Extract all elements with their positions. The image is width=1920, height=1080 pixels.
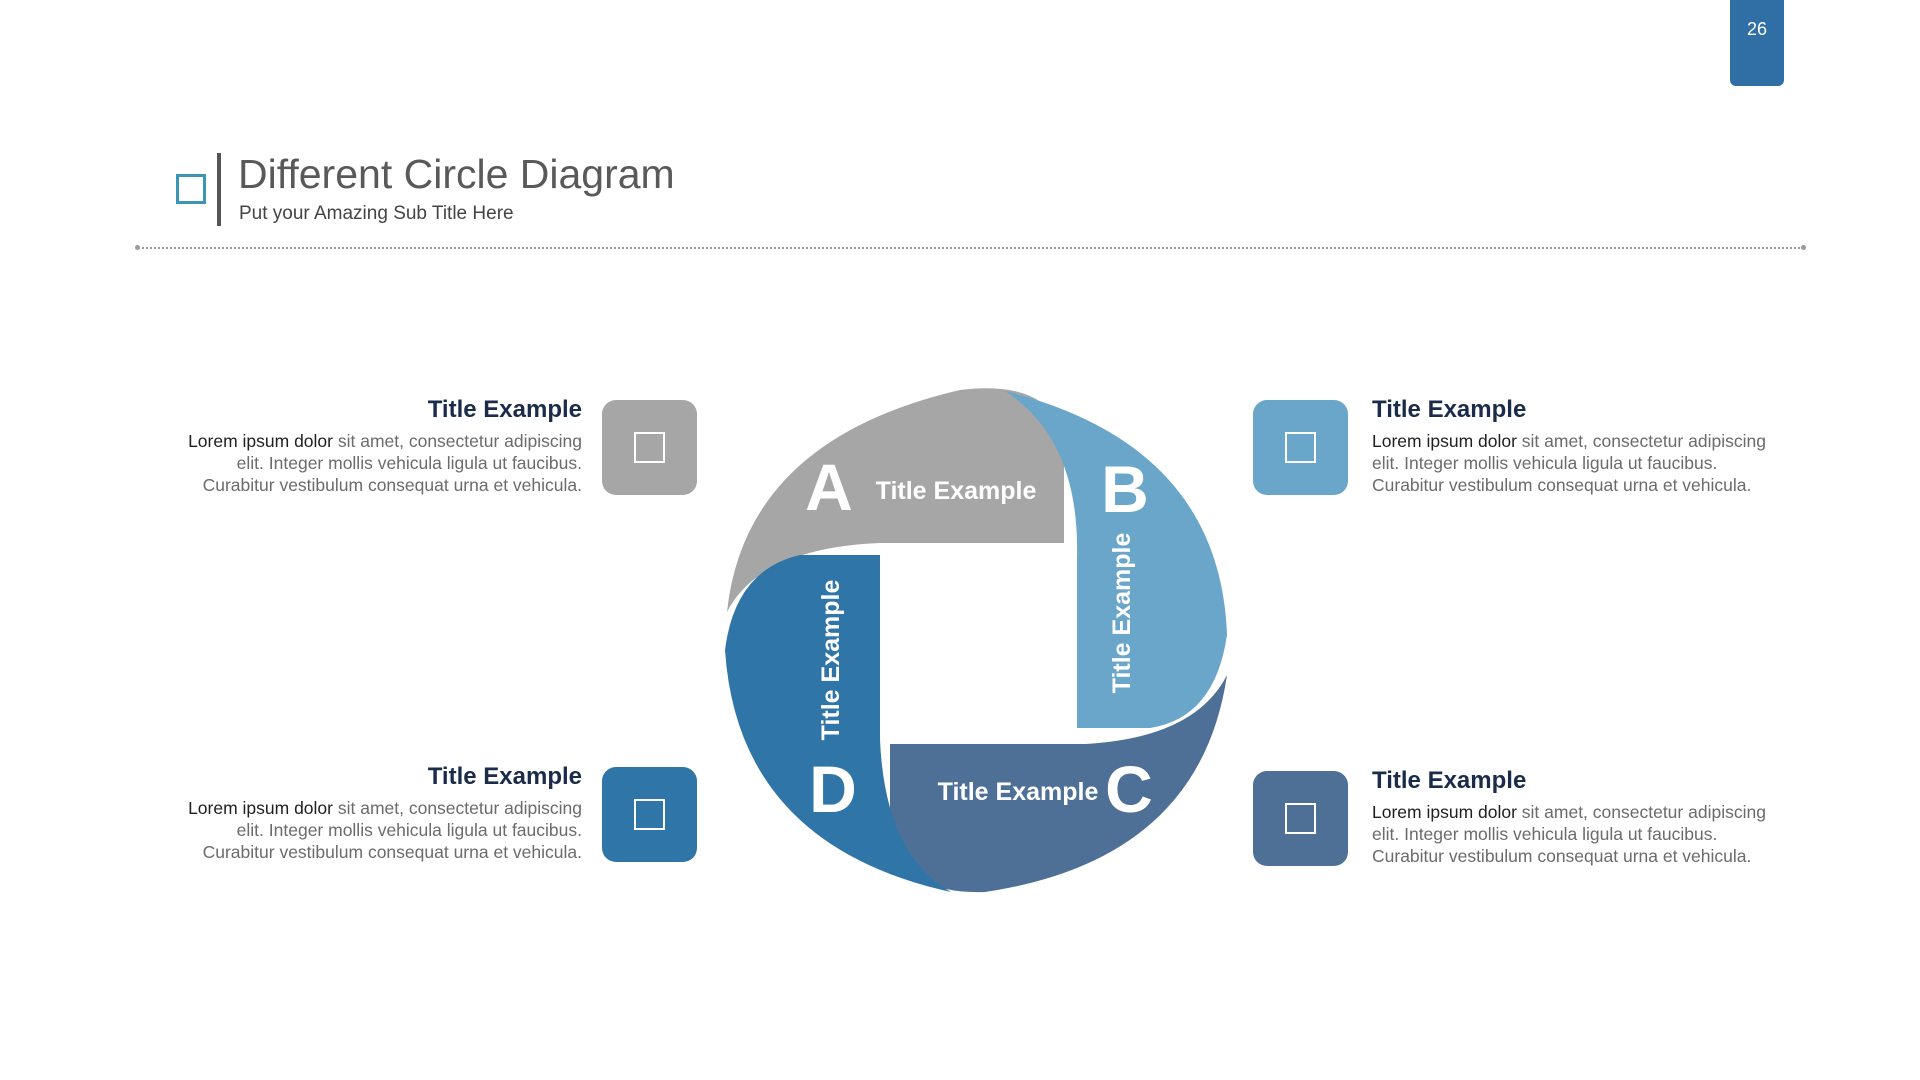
item-title: Title Example: [1372, 767, 1527, 794]
item-lead: Lorem ipsum dolor: [1372, 802, 1517, 822]
item-title: Title Example: [427, 763, 582, 790]
square-outline-icon: [634, 799, 665, 830]
item-line: Curabitur vestibulum consequat urna et vehicula.: [202, 475, 582, 495]
segment-a-letter: A: [805, 450, 853, 524]
item-lead: Lorem ipsum dolor: [188, 798, 333, 818]
item-line: sit amet, consectetur adipiscing: [1516, 431, 1766, 451]
item-body: [142, 430, 582, 496]
item-b: [1372, 396, 1812, 496]
item-line: sit amet, consectetur adipiscing: [332, 798, 582, 818]
item-line: elit. Integer mollis vehicula ligula ut faucibus.: [1372, 453, 1718, 473]
item-line: elit. Integer mollis vehicula ligula ut faucibus.: [236, 820, 582, 840]
item-line: Curabitur vestibulum consequat urna et vehicula.: [1372, 475, 1752, 495]
item-d: [142, 763, 582, 863]
item-lead: Lorem ipsum dolor: [1372, 431, 1517, 451]
item-body: [1372, 801, 1812, 867]
page-title: Different Circle Diagram: [238, 151, 675, 197]
item-line: sit amet, consectetur adipiscing: [332, 431, 582, 451]
square-outline-icon: [1285, 803, 1316, 834]
segment-c-letter: C: [1105, 752, 1153, 826]
item-a-icon-box: [602, 400, 697, 495]
segment-b-letter: B: [1101, 452, 1149, 526]
item-d-icon-box: [602, 767, 697, 862]
segment-a-label: Title Example: [875, 477, 1037, 505]
segment-c-label: Title Example: [937, 778, 1099, 806]
item-line: Curabitur vestibulum consequat urna et vehicula.: [202, 842, 582, 862]
item-b-icon-box: [1253, 400, 1348, 495]
square-outline-icon: [1285, 432, 1316, 463]
item-line: elit. Integer mollis vehicula ligula ut faucibus.: [1372, 824, 1718, 844]
item-title: Title Example: [1372, 396, 1527, 423]
segment-d-letter: D: [809, 752, 857, 826]
item-title: Title Example: [427, 396, 582, 423]
item-lead: Lorem ipsum dolor: [188, 431, 333, 451]
item-body: [142, 797, 582, 863]
item-a: [142, 396, 582, 496]
item-line: elit. Integer mollis vehicula ligula ut faucibus.: [236, 453, 582, 473]
item-body: [1372, 430, 1812, 496]
item-line: sit amet, consectetur adipiscing: [1516, 802, 1766, 822]
page-number-badge: 26: [1730, 0, 1784, 86]
square-outline-icon: [634, 432, 665, 463]
page-subtitle: Put your Amazing Sub Title Here: [239, 203, 514, 224]
item-c-icon-box: [1253, 771, 1348, 866]
item-line: Curabitur vestibulum consequat urna et vehicula.: [1372, 846, 1752, 866]
item-c: [1372, 767, 1812, 867]
segment-d-label: Title Example: [817, 579, 845, 741]
segment-b-label: Title Example: [1108, 532, 1136, 694]
